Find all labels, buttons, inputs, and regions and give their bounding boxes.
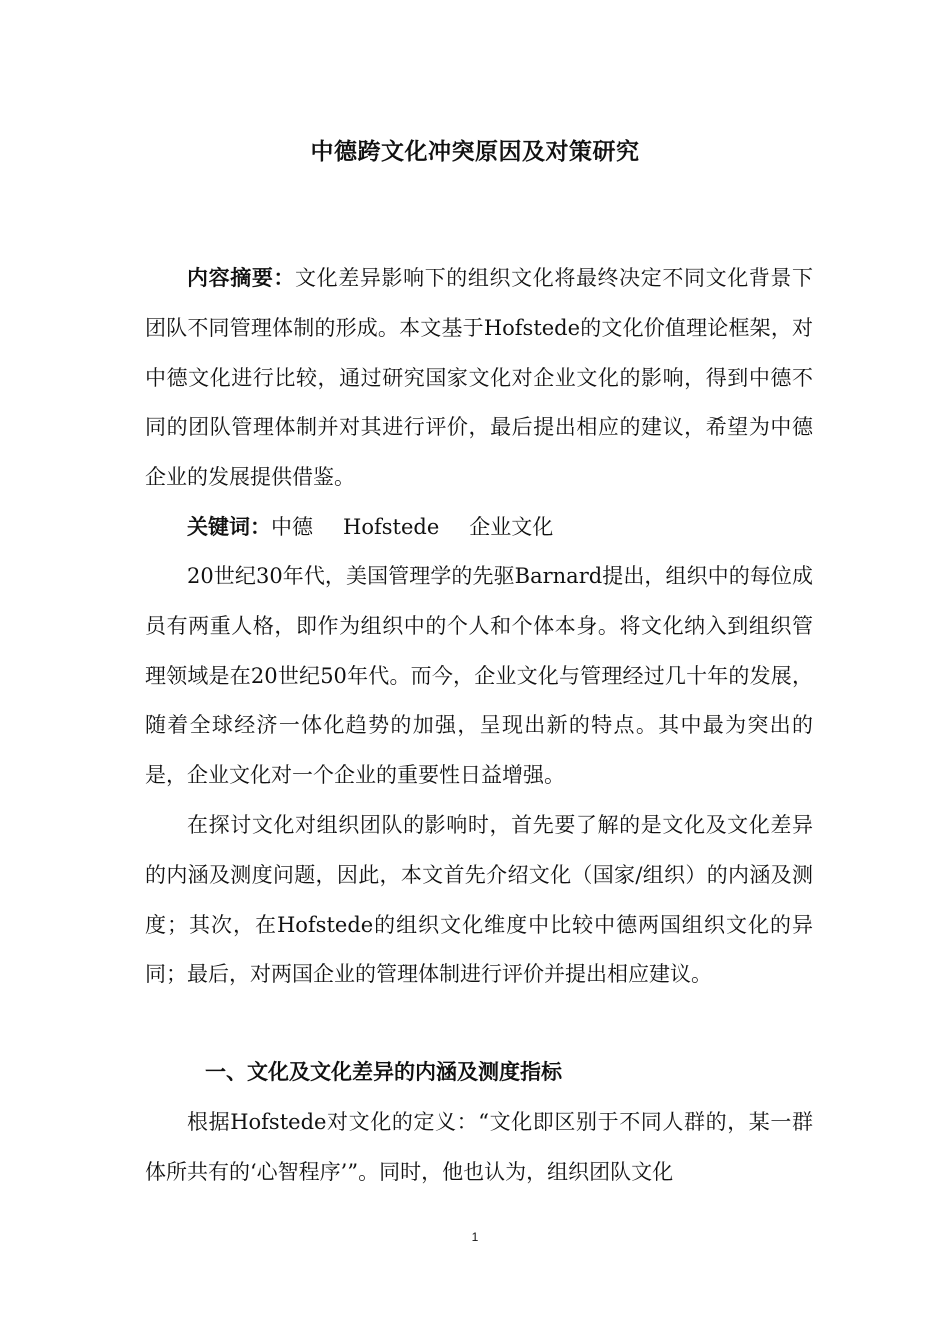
section-paragraph: 根据Hofstede对文化的定义：“文化即区别于不同人群的，某一群体所共有的‘心智程序’”。同时，他也认为，组织团队文化 [145,1110,813,1184]
document-title: 中德跨文化冲突原因及对策研究 [310,139,640,165]
keywords-label: 关键词： [187,515,271,539]
page-number: 1 [471,1230,479,1244]
abstract-text: 文化差异影响下的组织文化将最终决定不同文化背景下团队不同管理体制的形成。本文基于Hofstede的文化价值理论框架，对中德文化进行比较，通过研究国家文化对企业文化的影响，得到中德不同的团队管理体制并对其进行评价，最后提出相应的建议，希望为中德企业的发展提供借鉴。 [145,266,814,490]
keywords-line [145,503,813,553]
keyword: 企业文化 [469,515,554,539]
intro-paragraph: 在探讨文化对组织团队的影响时，首先要了解的是文化及文化差异的内涵及测度问题，因此，本文首先介绍文化（国家/组织）的内涵及测度；其次，在Hofstede的组织文化维度中比较中德两国组织文化的异同；最后，对两国企业的管理体制进行评价并提出相应建议。 [145,812,813,987]
abstract-paragraph [145,254,813,503]
abstract [145,254,813,503]
introduction [145,552,813,1000]
keywords [145,503,813,553]
section-one-body [145,1098,813,1198]
section-heading: 一、文化及文化差异的内涵及测度指标 [205,1060,562,1084]
keyword: 中德 [271,515,313,539]
intro-paragraph: 20世纪30年代，美国管理学的先驱Barnard提出，组织中的每位成员有两重人格，即作为组织中的个人和个体本身。将文化纳入到组织管理领域是在20世纪50年代。而今，企业文化与管理经过几十年的发展，随着全球经济一体化趋势的加强，呈现出新的特点。其中最为突出的是，企业文化对一个企业的重要性日益增强。 [145,564,813,788]
keyword: Hofstede [343,515,440,539]
abstract-label: 内容摘要： [187,266,296,290]
